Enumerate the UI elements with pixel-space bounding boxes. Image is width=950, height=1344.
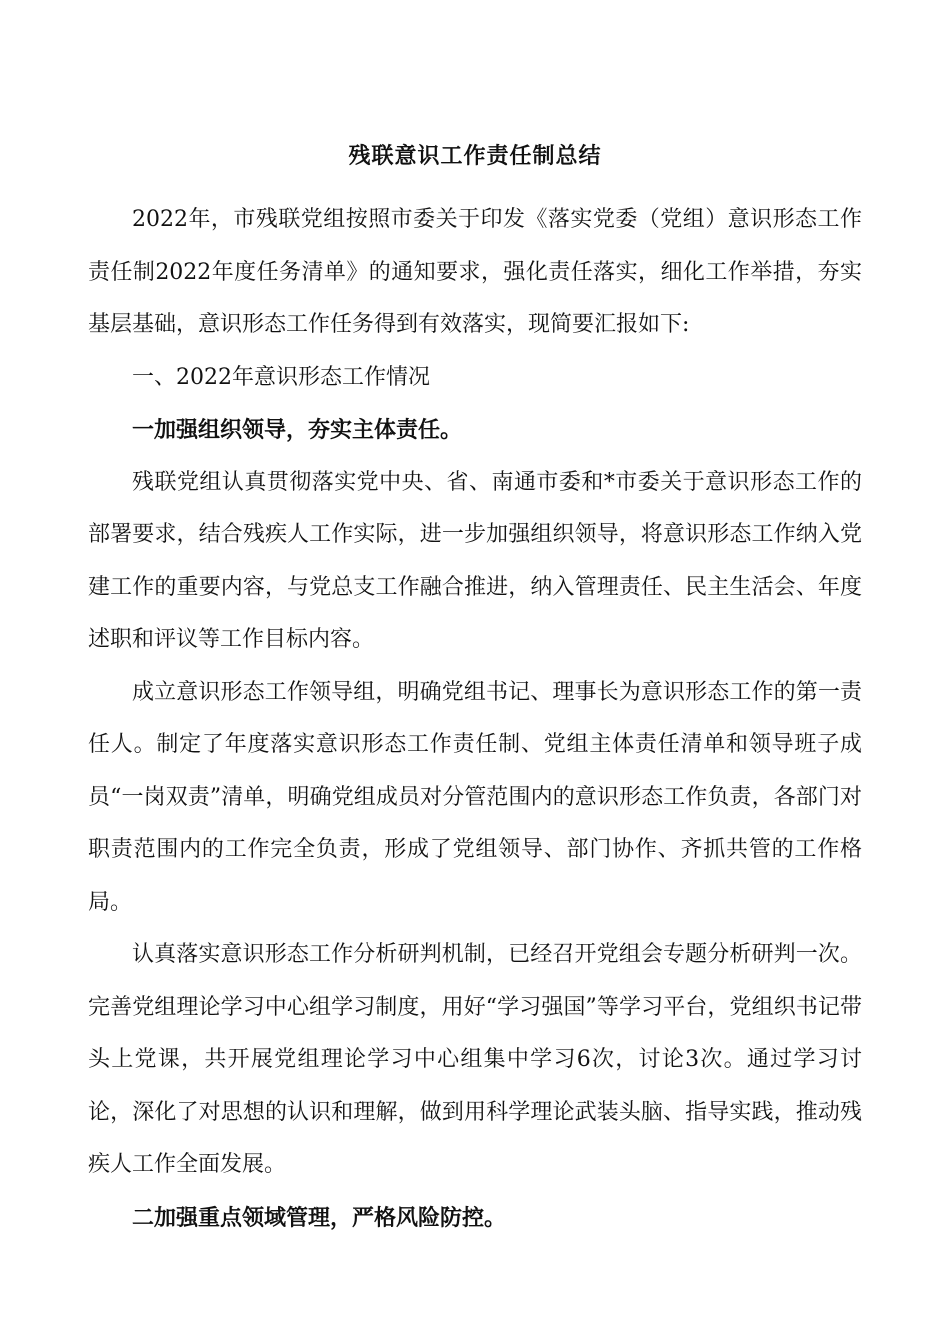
- section-heading-1: 一、2022年意识形态工作情况: [132, 364, 430, 390]
- subsection-heading-2: 二加强重点领域管理，严格风险防控。: [132, 1204, 507, 1231]
- subsection-heading-1: 一加强组织领导，夯实主体责任。: [132, 417, 463, 443]
- document-title: 残联意识工作责任制总结: [348, 143, 602, 169]
- body-paragraph: 认真落实意识形态工作分析研判机制，已经召开党组会专题分析研判一次。完善党组理论学习中心组学习制度，用好“学习强国”等学习平台，党组织书记带头上党课，共开展党组理论学习中心组集中学习6次，讨论3次。通过学习讨论，深化了对思想的认识和理解，做到用科学理论武装头脑、指导实践，推动残疾人工作全面发展。: [88, 942, 862, 1177]
- body-paragraph: 成立意识形态工作领导组，明确党组书记、理事长为意识形态工作的第一责任人。制定了年度落实意识形态工作责任制、党组主体责任清单和领导班子成员“一岗双责”清单，明确党组成员对分管范围内的意识形态工作负责，各部门对职责范围内的工作完全负责，形成了党组领导、部门协作、齐抓共管的工作格局。: [88, 679, 862, 915]
- body-paragraph: 残联党组认真贯彻落实党中央、省、南通市委和*市委关于意识形态工作的部署要求，结合残疾人工作实际，进一步加强组织领导，将意识形态工作纳入党建工作的重要内容，与党总支工作融合推进，纳入管理责任、民主生活会、年度述职和评议等工作目标内容。: [88, 469, 862, 652]
- intro-paragraph: 2022年，市残联党组按照市委关于印发《落实党委（党组）意识形态工作责任制2022年度任务清单》的通知要求，强化责任落实，细化工作举措，夯实基层基础，意识形态工作任务得到有效落实，现简要汇报如下:: [88, 207, 862, 337]
- document-body: [88, 194, 862, 1244]
